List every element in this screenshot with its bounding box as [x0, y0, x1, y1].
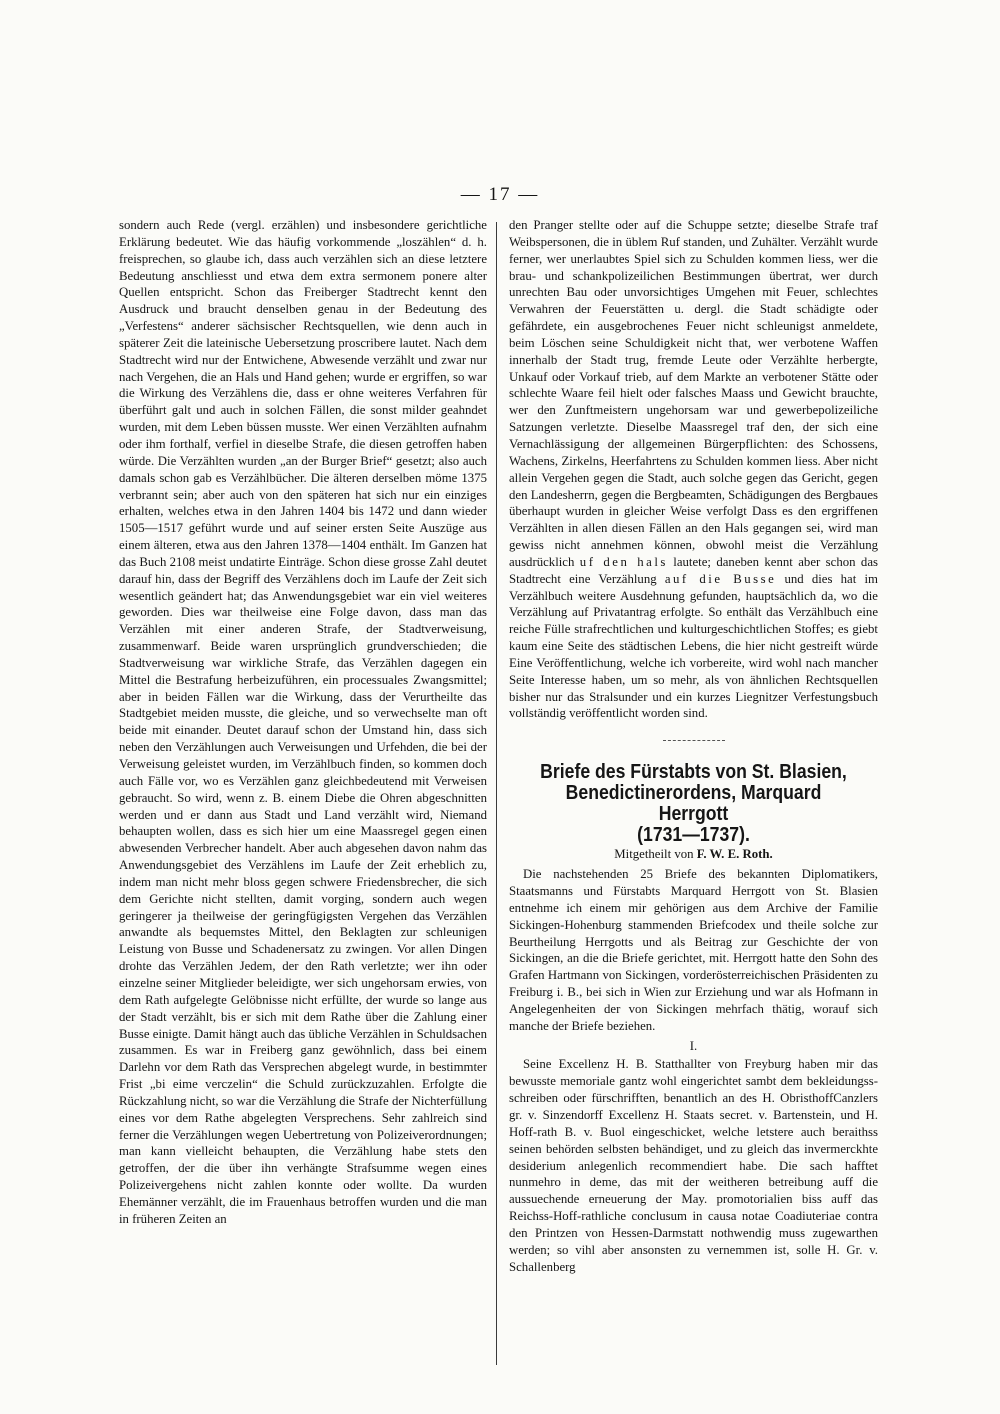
- paragraph-text: und dies hat im Verzählbuch weitere Ausdehnung gefunden, hauptsächlich da, wo die Verzählung auf Privatantrag erfolgte. So enthält das Verzählbuch eine reiche Fülle strafrechtlichen und kulturgeschichtlichen Stoffes; es giebt kaum eine Seite des städtischen Lebens, die hier nicht gestreift würde Eine Veröffentlichung, welche ich vorbereite, wird wohl nach mancher Seite Interesse haben, um so mehr, als von ähnlichen Rechtsquellen bisher nur das Stralsunder und ein kurzes Liegnitzer Verfestungsbuch vollständig veröffentlicht worden sind.: [509, 571, 878, 721]
- byline-author: F. W. E. Roth.: [696, 847, 773, 862]
- left-column-paragraph: sondern auch Rede (vergl. erzählen) und insbesondere gerichtliche Erklärung bedeutet. Wie das häufig vorkommende „loszählen“ d. h. freisprechen, so glaube ich, dass auch verzählen sich an diese letztere Bedeutung anschliesst und etwa dem extra sermonem ponere alter Quellen entspricht. Schon das Freiberger Stadtrecht kennt den Ausdruck und braucht denselben genau in der Bedeutung des „Verfestens“ anderer sächsischer Rechtsquellen, wie denn auch in späterer Zeit die lateinische Uebersetzung proscribere lautet. Nach dem Stadtrecht wird nur der Entwichene, Abwesende verzählt und zwar nur nach Vergehen, die an Hals und Hand gehen; wurde er ergriffen, so war die Wirkung des Verzählens die, dass er ohne weiteres Verfahren für überführt galt und auch in solchen Fällen, die sonst milder geahndet wurden, mit dem Leben büssen musste. Wer einen Verzählten aufnahm oder ihm forthalf, verfiel in dieselbe Strafe, die diesen getroffen haben würde. Die Verzählten wurden „an der Burger Brief“ gesetzt; also auch damals schon gab es Verzählbücher. Die älteren derselben möme 1375 verbrannt sein; aber auch von den späteren hat sich nur ein einziges erhalten, welches etwa in den Jahren 1404 bis 1472 und dann wieder 1505—1517 geführt wurde und auf seiner ersten Seite Auszüge aus einem älteren, etwa aus den Jahren 1378—1404 enthält. Im Ganzen hat das Buch 2108 meist undatirte Einträge. Schon diese grosse Zahl deutet darauf hin, dass der Begriff des Verzählens doch im Laufe der Zeit sich wesentlich geändert hat; das Anwendungsgebiet war ein viel weiteres geworden. Dies war theilweise eine Folge davon, dass man das Verzählen mit einer anderen Strafe, der Stadtverweisung, zusammenwarf. Beide waren ursprünglich grundverschieden; die Stadtverweisung war wirkliche Strafe, das Verzählen dagegen ein Mittel die Bestrafung herbeizuführen, ein processuales Zwangsmittel; aber in beiden Fällen war die Wirkung, dass der Verurtheilte das Stadtgebiet meiden musste, die gleiche, und so verwechselte man oft beide mit einander. Deutet darauf schon der Umstand hin, dass sich neben den Verzählungen auch Verweisungen und Urfehden, die bei der Verweisung geleistet wurden, im Verzählbuch finden, so kommen doch auch Fälle vor, wo es Verzählen ganz gleichbedeutend mit Verweisen gebraucht. So wird, wenn z. B. einem Diebe die Ohren abgeschnitten werden und er dann aus Stadt und Land verzählt wird, Niemand behaupten wollen, dass es sich hier um eine Maassregel gegen einen abwesenden Verbrecher handelt. Aber auch abgesehen davon nahm das Anwendungsgebiet des Verzählens im Laufe der Zeit erheblich zu, indem man nicht mehr bloss gegen schwere Friedensbrecher, die sich dem Gerichte nicht stellten, damit vorging, sondern auch wegen geringerer ja theilweise der geringfügigsten Vergehen das Verzählen anwandte als bequemstes Mittel, den Beklagten zur schleunigen Leistung von Busse und Schadenersatz zu zwingen. Vor allen Dingen drohte das Verzählen Jedem, der den Rath verletzte; wer ihn oder einzelne seiner Mitglieder beleidigte, wer sich ungehorsam erwies, von dem Rath aufgelegte Gelöbnisse nicht erfüllte, der wurde so lange aus der Stadt verzählt, bis er sich mit dem Rathe über die Zahlung einer Busse einigte. Damit hängt auch das übliche Verzählen in Schuldsachen zusammen. Es war in Freiberg ganz gewöhnlich, dass bei einem Darlehn vor dem Rath das Versprechen abgelegt wurde, in bestimmter Frist „bi eime verczelin“ die Schuld zurückzuzahlen. Erfolgte die Rückzahlung nicht, so war die Verzählung die Strafe der Nichterfüllung eines vor dem Rathe abgelegten Versprechens. Sehr zahlreich sind ferner die Verzählungen wegen Uebertretung von Polizeiverordnungen; man kann vielleicht behaupten, die Verzählung habe stets den getroffen, der die über ihn verhängte Strafsumme wegen eines Polizeivergehens nicht zahlen konnte oder wollte. Da wurden Ehemänner verzählt, die im Frauenhaus betroffen wurden und die man in früheren Zeiten an: [119, 218, 487, 1226]
- letter-text: Seine Excellenz H. B. Statthallter von Freyburg haben mir das bewusste memoriale gantz wohl eingerichtet sambt dem bekleidungss-schreiben oder fürschrifften, benantlich an des H. ObristhoffCanzlers gr. v. Sinzendorff Excellenz H. Staats secret. v. Bartenstein, und H. Hoff-rath B. v. Buol eingeschicket, welche letstere auch beraithss seinen behörden selbsten behändiget, und zu gleich das invermerckhte desiderium anlegenlich recommendiert habe. Die sach hafftet nunmehro in deme, das mit der weitheren betreibung auff die aussuechende erneuerung der May. promotorialien biss auff das Reichss-Hoff-rathliche conclusum in causa notae Coadiuteriae contra den Printzen von Hessen-Darmstatt nothwendig muss zugewarthen werden; so vihl aber ansonsten zu vernemmen ist, solle H. Gr. v. Schallenberg: [509, 1057, 878, 1274]
- column-divider: [496, 222, 497, 1365]
- paragraph-text: lautete; daneben kennt aber schon das Stadtrecht eine Verzählung: [509, 554, 878, 586]
- byline-prefix: Mitgetheilt von: [614, 847, 697, 862]
- right-column-paragraph: [509, 217, 878, 722]
- article-title: Briefe des Fürstabts von St. Blasien, Benedictinerordens, Marquard Herrgott (1731—1737).: [540, 760, 847, 847]
- spaced-emphasis: auf die Busse: [664, 571, 777, 586]
- section-numeral: I.: [689, 1038, 698, 1053]
- left-column: [119, 217, 487, 1228]
- spaced-emphasis: uf den hals: [579, 554, 668, 569]
- right-column: [509, 217, 878, 1275]
- page-number: — 17 —: [460, 184, 540, 205]
- paragraph-text: den Pranger stellte oder auf die Schuppe setzte; dieselbe Strafe traf Weibspersonen, die in üblem Ruf standen, und Zuhälter. Verzählt wurde ferner, wer unerlaubtes Spiel sich zu Schulden kommen liess, wer die brau- und schankpolizeilichen Bestimmungen übertrat, wer durch unrechten Bau oder unvorsichtiges Umgehen mit Feuer, schlechtes Verwahren der Feuerstätten u. dergl. die Stadt schädigte oder gefährdete, ein ausgebrochenes Feuer nicht schleunigst anmeldete, beim Löschen seine Schuldigkeit nicht that, wer verbotene Waffen innerhalb der Stadt trug, fremde Leute oder Verzählte herbergte, Unkauf oder Vorkauf trieb, auf dem Markte an verbotener Stätte oder schlechte Waare feil hielt oder falsches Maass und Gewicht brauchte, wer den Zunftmeistern ungehorsam war und gewerbepolizeiliche Satzungen verletzte. Dieselbe Maassregel traf den, der sich eine Vernachlässigung der allgemeinen Bürgerpflichten: des Schossens, Wachens, Zirkelns, Heerfahrtens zu Schulden kommen liess. Aber nicht allein Vergehen gegen die Stadt, auch solche gegen das Gericht, gegen den Landesherrn, gegen die Bergbeamten, Schädigungen des Bergbaues überhaupt wurden in gleicher Weise verfolgt Dass es den ergriffenen Verzählten in allen diesen Fällen an den Hals gegangen sei, wird man gewiss nicht annehmen können, obwohl meist die Verzählung ausdrücklich: [509, 218, 878, 569]
- section-separator: [663, 740, 725, 741]
- article-byline: [509, 846, 878, 863]
- article-intro: Die nachstehenden 25 Briefe des bekannten Diplomatikers, Staatsmanns und Fürstabts Marquard Herrgott von St. Blasien entnehme ich einem mir gehörigen aus dem Archive der Familie Sickingen-Hohenburg stammenden Briefcodex und theile solche zur Beurtheilung Herrgotts und als Beitrag zur Geschichte der von Sickingen, an die die Briefe gerichtet, mit. Herrgott hatte den Sohn des Grafen Hartmann von Sickingen, vorderösterreichischen Präsidenten zu Freiburg i. B., bei sich in Wien zur Erziehung und war als Hofmann in Angelegenheiten der von Sickingen mehrfach thätig, worauf sich manche der Briefe beziehen.: [509, 867, 878, 1033]
